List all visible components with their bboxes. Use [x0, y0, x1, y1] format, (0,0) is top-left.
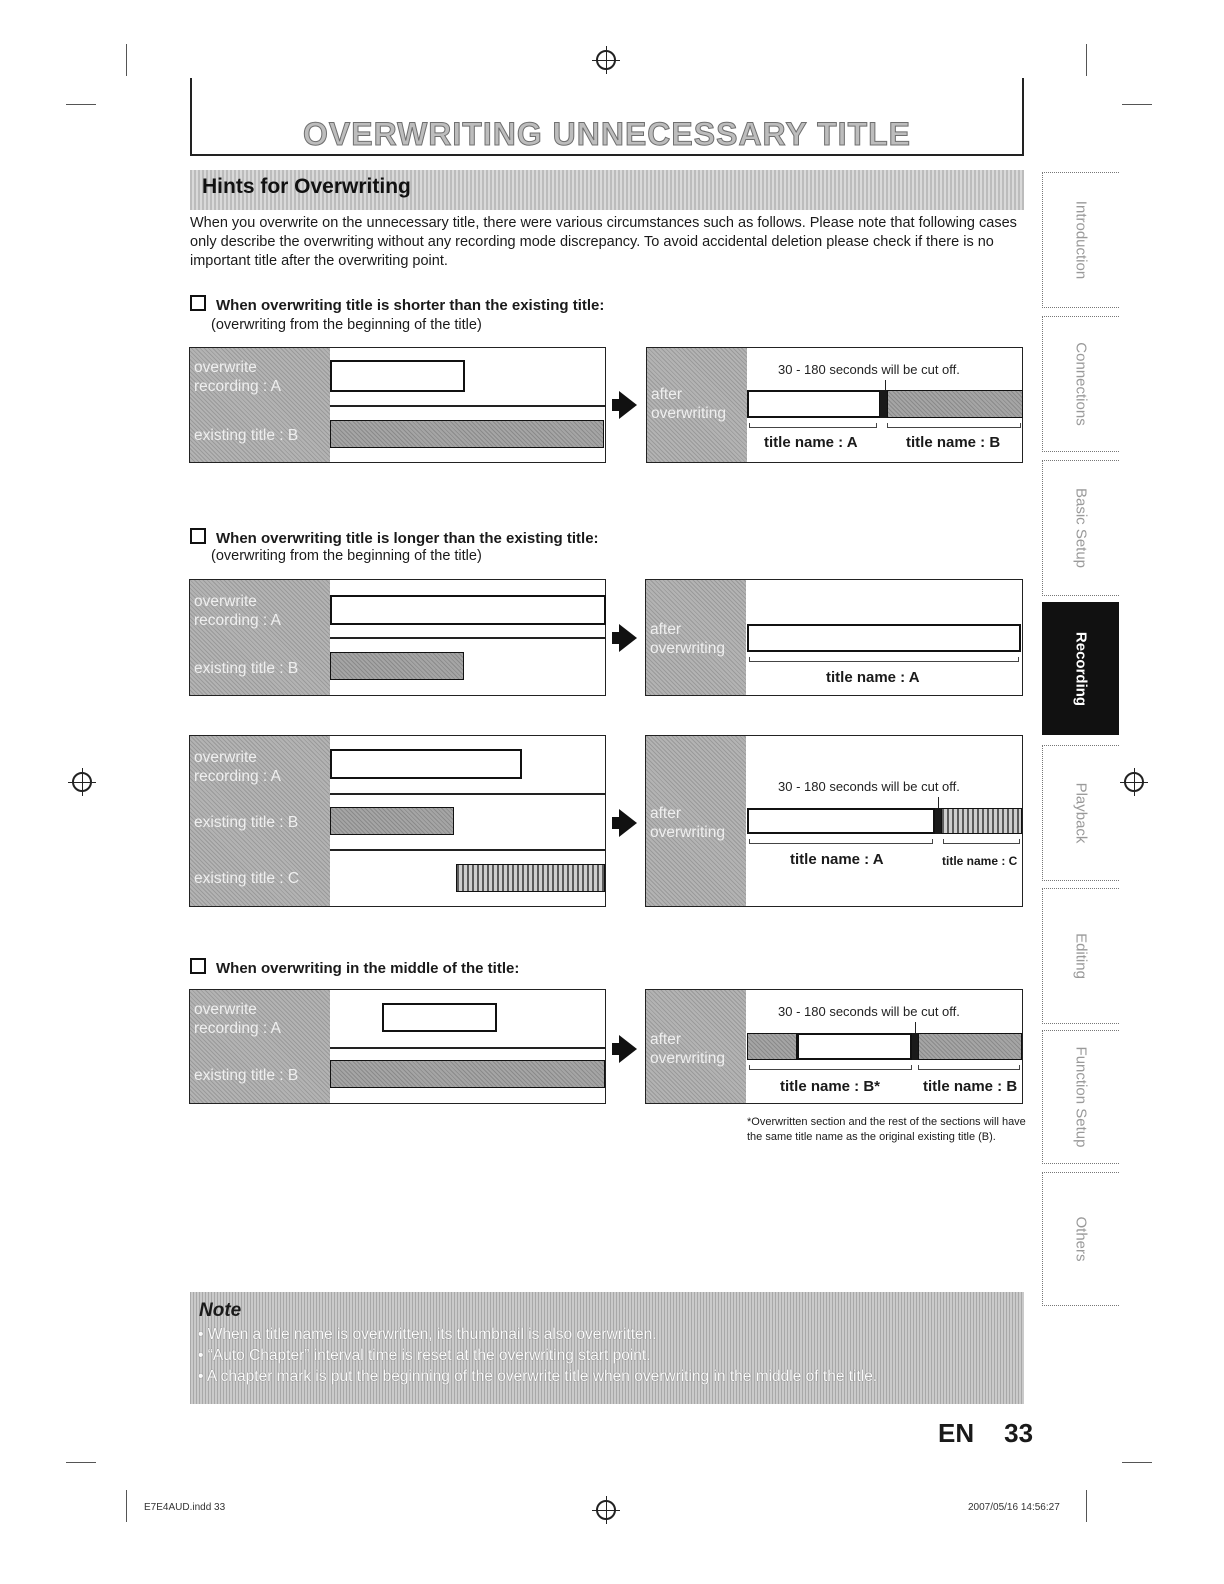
crop-mark — [1086, 44, 1087, 76]
divider — [330, 793, 605, 795]
intro-paragraph: When you overwrite on the unnecessary title, there were various circumstances such as follows. Please note that following cases only describe the overwriting without any recording mode discrepancy. To avoid accidental deletion please check if there is no important title after the overwriting point. — [190, 215, 1017, 269]
tab-recording[interactable]: Recording — [1042, 602, 1119, 735]
cut-off-note: 30 - 180 seconds will be cut off. — [778, 779, 960, 794]
slug-file: E7E4AUD.indd 33 — [144, 1502, 226, 1513]
diagram-longer-multi-before — [189, 735, 606, 907]
label-column — [190, 580, 330, 695]
segment-a — [797, 1033, 912, 1060]
label-column — [190, 736, 330, 906]
crop-mark — [1122, 1462, 1152, 1463]
diagram-middle-after — [645, 989, 1023, 1104]
cut-off-note: 30 - 180 seconds will be cut off. — [778, 1004, 960, 1019]
segment-b — [330, 1060, 605, 1088]
note-list — [198, 1324, 877, 1387]
title-name-b-star: title name : B* — [780, 1078, 881, 1095]
bracket — [918, 1065, 1020, 1070]
label-column — [647, 348, 747, 462]
crop-mark — [1086, 1490, 1087, 1522]
label-existing-b: existing title : B — [194, 427, 299, 444]
label-column — [646, 580, 746, 695]
tab-playback[interactable]: Playback — [1042, 745, 1119, 881]
case-shorter-heading — [190, 295, 604, 314]
case-longer-subtitle: (overwriting from the beginning of the title) — [211, 548, 482, 564]
bracket — [887, 423, 1021, 428]
label-column — [646, 990, 746, 1103]
divider — [330, 1047, 605, 1049]
diagram-middle-before — [189, 989, 606, 1104]
note-item: • A chapter mark is put the beginning of the overwrite title when overwriting in the middle of the title. — [198, 1368, 878, 1385]
segment-a — [747, 624, 1021, 652]
label-column — [646, 736, 746, 906]
crop-mark — [66, 104, 96, 105]
label-overwrite: overwrite recording : A — [194, 1001, 282, 1037]
segment-c — [456, 864, 605, 892]
checkbox-icon — [190, 528, 206, 544]
page-number — [938, 1418, 1033, 1449]
registration-mark-icon — [596, 50, 616, 70]
bracket — [749, 839, 933, 844]
language-code: EN — [938, 1418, 975, 1448]
note-box — [190, 1292, 1024, 1404]
note-item: • When a title name is overwritten, its thumbnail is also overwritten. — [198, 1326, 657, 1343]
case-longer-heading-text: When overwriting title is longer than the existing title: — [216, 530, 599, 547]
checkbox-icon — [190, 958, 206, 974]
segment-a — [747, 808, 935, 834]
note-title: Note — [199, 1300, 242, 1321]
title-name-b: title name : B — [906, 434, 1001, 451]
page-number-value: 33 — [1004, 1418, 1034, 1448]
bracket — [749, 657, 1019, 662]
label-after: after overwriting — [650, 1031, 725, 1067]
case-middle-heading — [190, 958, 519, 977]
checkbox-icon — [190, 295, 206, 311]
segment-a — [330, 595, 606, 625]
label-existing-c: existing title : C — [194, 870, 300, 887]
tab-basic-setup[interactable]: Basic Setup — [1042, 460, 1119, 596]
case-longer-heading — [190, 528, 599, 547]
crop-mark — [1122, 104, 1152, 105]
registration-mark-icon — [72, 772, 92, 792]
slug-date: 2007/05/16 14:56:27 — [968, 1502, 1060, 1513]
divider — [330, 637, 605, 639]
diagram-longer-before — [189, 579, 606, 696]
tab-others[interactable]: Others — [1042, 1172, 1119, 1306]
segment-b — [330, 420, 604, 448]
cut-off-note: 30 - 180 seconds will be cut off. — [778, 362, 960, 377]
footnote: *Overwritten section and the rest of the sections will have the same title name as the original existing title (B). — [747, 1116, 1026, 1143]
segment-b-start — [747, 1033, 797, 1060]
label-existing-b: existing title : B — [194, 1067, 299, 1084]
diagram-shorter-before — [189, 347, 606, 463]
label-after: after overwriting — [651, 386, 726, 422]
registration-mark-icon — [596, 1500, 616, 1520]
segment-c — [941, 808, 1022, 834]
label-overwrite: overwrite recording : A — [194, 593, 282, 629]
segment-a — [330, 360, 465, 392]
label-column — [190, 990, 330, 1103]
tab-function-setup[interactable]: Function Setup — [1042, 1030, 1119, 1164]
label-overwrite: overwrite recording : A — [194, 359, 282, 395]
segment-b-end — [918, 1033, 1022, 1060]
segment-a — [747, 390, 881, 418]
title-name-c: title name : C — [942, 854, 1018, 868]
segment-b — [330, 652, 464, 680]
title-name-b: title name : B — [923, 1078, 1018, 1095]
segment-b — [887, 390, 1023, 418]
label-overwrite: overwrite recording : A — [194, 749, 282, 785]
title-name-a: title name : A — [826, 669, 920, 686]
segment-a — [330, 749, 522, 779]
crop-mark — [66, 1462, 96, 1463]
title-name-a: title name : A — [764, 434, 858, 451]
page-title: OVERWRITING UNNECESSARY TITLE — [302, 116, 911, 152]
crop-mark — [126, 44, 127, 76]
arrow-icon — [619, 1035, 637, 1063]
label-after: after overwriting — [650, 621, 725, 657]
cut-segment — [880, 390, 887, 418]
segment-b — [330, 807, 454, 835]
tab-connections[interactable]: Connections — [1042, 316, 1119, 452]
tab-editing[interactable]: Editing — [1042, 888, 1119, 1024]
label-column — [190, 348, 330, 462]
diagram-longer-multi-after — [645, 735, 1023, 907]
crop-mark — [126, 1490, 127, 1522]
title-name-a: title name : A — [790, 851, 884, 868]
arrow-icon — [619, 391, 637, 419]
arrow-icon — [619, 624, 637, 652]
bracket — [749, 1065, 912, 1070]
arrow-icon — [619, 809, 637, 837]
divider — [330, 849, 605, 851]
case-shorter-heading-text: When overwriting title is shorter than the existing title: — [216, 297, 605, 314]
registration-mark-icon — [1124, 772, 1144, 792]
tab-introduction[interactable]: Introduction — [1042, 172, 1119, 308]
note-item: • “Auto Chapter” interval time is reset at the overwriting start point. — [198, 1347, 651, 1364]
case-shorter-subtitle: (overwriting from the beginning of the title) — [211, 317, 482, 333]
bracket — [749, 423, 877, 428]
diagram-shorter-after — [646, 347, 1023, 463]
label-existing-b: existing title : B — [194, 660, 299, 677]
label-after: after overwriting — [650, 805, 725, 841]
diagram-longer-after — [645, 579, 1023, 696]
section-heading: Hints for Overwriting — [202, 175, 411, 198]
divider — [330, 405, 605, 407]
section-heading-bar — [190, 170, 1024, 210]
segment-a — [382, 1003, 497, 1032]
case-middle-heading-text: When overwriting in the middle of the title: — [216, 960, 520, 977]
label-existing-b: existing title : B — [194, 814, 299, 831]
bracket — [943, 839, 1020, 844]
